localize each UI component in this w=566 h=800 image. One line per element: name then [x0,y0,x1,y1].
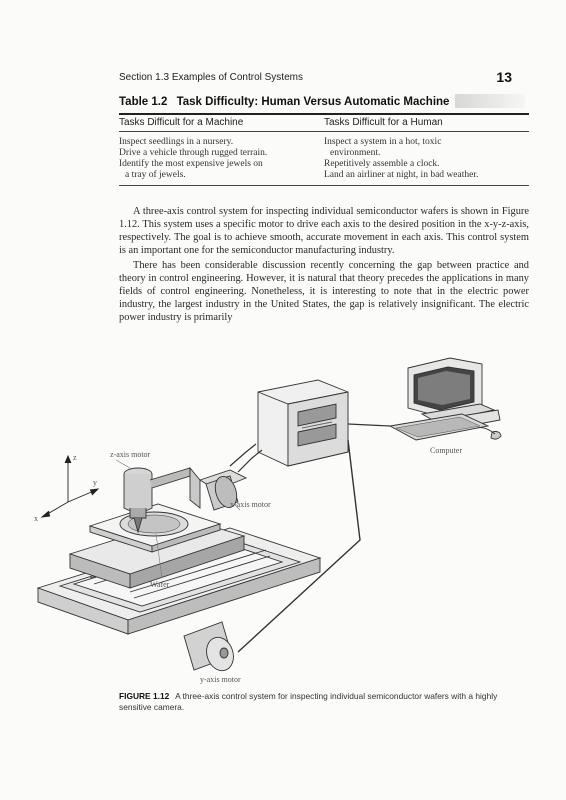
controller-box-icon [258,380,348,466]
page-number: 13 [496,69,512,85]
machine-line: Drive a vehicle through rugged terrain. [119,147,268,158]
table-label: Table 1.2 [119,96,168,108]
running-head: Section 1.3 Examples of Control Systems [119,72,303,83]
human-line: Repetitively assemble a clock. [324,158,440,169]
human-line: Inspect a system in a hot, toxic [324,136,442,147]
x-axis-motor-label: x-axis motor [230,500,271,509]
axis-x-label: x [34,514,38,523]
paragraph: A three-axis control system for inspecting individual semiconductor wafers is shown in Figure 1.12. This system uses a specific motor to drive each axis to the desired position in the x-y-z-axis, respectively. The goal is to achieve smooth, accurate movement in each axis. This control system is an important one for the semiconductor manufacturing industry. [119,206,529,256]
table-body-row [119,132,529,185]
machine-line: a tray of jewels. [125,169,186,180]
human-line: environment. [330,147,381,158]
task-difficulty-table [119,113,529,186]
axis-y-label: y [93,478,97,487]
figure-caption-text: A three-axis control system for inspecting individual semiconductor wafers with a highly sensitive camera. [119,691,498,712]
caption-shading [455,94,525,108]
table-title: Task Difficulty: Human Versus Automatic Machine [176,96,450,108]
figure-1-12 [30,340,540,685]
machine-line: Identify the most expensive jewels on [119,158,263,169]
wafer-label: Wafer [150,580,170,589]
y-axis-motor-icon [184,622,238,674]
table-header-row [119,115,529,131]
column-header-machine: Tasks Difficult for a Machine [119,116,244,128]
computer-label: Computer [430,446,462,455]
y-axis-motor-label: y-axis motor [200,675,241,684]
axis-triad [42,456,98,517]
paragraph: There has been considerable discussion recently concerning the gap between practice and theory in control engineering. However, it is natural that theory precedes the applications in many fields of control engineering. Nonetheless, it is interesting to note that in the electric power industry, the largest industry in the United States, the gap is relatively insignificant. The electric power industry is primarily [119,260,529,323]
machine-line: Inspect seedlings in a nursery. [119,136,234,147]
figure-caption [119,691,529,712]
body-text [119,205,529,324]
human-cell [324,137,529,181]
column-header-human: Tasks Difficult for a Human [324,116,443,128]
figure-caption-label: FIGURE 1.12 [119,691,170,701]
table-bottom-rule [119,185,529,186]
axis-z-label: z [73,453,77,462]
computer-icon [390,358,501,440]
figure-illustration [30,340,540,685]
z-axis-motor-label: z-axis motor [110,450,151,459]
table-caption [119,96,449,108]
machine-cell [119,137,324,181]
human-line: Land an airliner at night, in bad weather. [324,169,479,180]
